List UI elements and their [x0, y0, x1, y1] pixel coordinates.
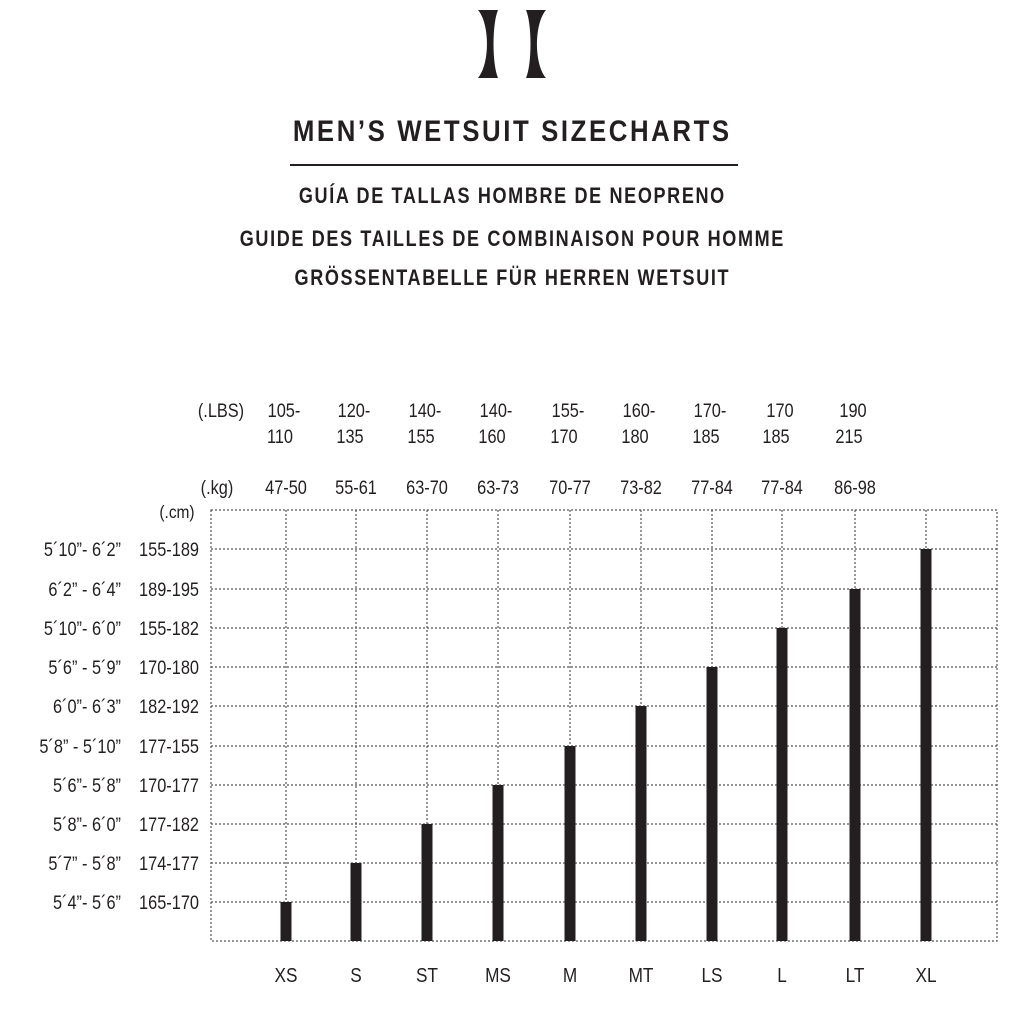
height-ft-label: 6´0”- 6´3”	[52, 695, 121, 718]
grid-frame	[211, 510, 997, 941]
x-tick-label: XL	[915, 963, 937, 987]
x-tick-label: LS	[701, 963, 723, 987]
height-ft-label: 6´2” - 6´4”	[48, 578, 121, 601]
bar-st	[422, 824, 433, 941]
lbs-value-label: 160-	[622, 399, 656, 422]
lbs-value-label: 110	[266, 425, 294, 448]
height-ft-label: 5´10”- 6´2”	[43, 538, 121, 561]
bar-mt	[636, 706, 647, 941]
kg-unit-label: (.kg)	[200, 476, 234, 499]
lbs-unit-label: (.LBS)	[197, 399, 245, 422]
height-ft-label: 5´10”- 6´0”	[43, 617, 121, 640]
lbs-value-label: 140-	[408, 399, 442, 422]
height-cm-label: 170-177	[139, 774, 199, 797]
lbs-value-label: 155-	[551, 399, 585, 422]
height-cm-label: 155-189	[139, 538, 199, 561]
subtitle-spanish: GUÍA DE TALLAS HOMBRE DE NEOPRENO	[298, 183, 726, 208]
bar-lt	[850, 589, 861, 941]
lbs-value-label: 105-	[267, 399, 301, 422]
x-tick-label: LT	[845, 963, 865, 987]
kg-value-label: 86-98	[834, 476, 876, 499]
bar-s	[351, 863, 362, 941]
chart-bars	[281, 549, 932, 941]
kg-value-label: 73-82	[620, 476, 662, 499]
height-ft-label: 5´7” - 5´8”	[48, 852, 121, 875]
x-tick-label: L	[777, 963, 787, 987]
lbs-value-label: 190	[839, 399, 867, 422]
x-tick-label: ST	[416, 963, 438, 987]
bar-l	[777, 628, 788, 941]
height-ft-label: 5´8” - 5´10”	[39, 735, 121, 758]
kg-value-label: 63-70	[406, 476, 448, 499]
cm-unit-label: (.cm)	[159, 501, 195, 523]
height-cm-label: 174-177	[139, 852, 199, 875]
bar-ms	[493, 785, 504, 941]
bar-xl	[921, 549, 932, 941]
bar-m	[565, 746, 576, 941]
height-ft-label: 5´4”- 5´6”	[52, 891, 121, 914]
lbs-value-label: 185	[762, 425, 790, 448]
kg-value-label: 70-77	[549, 476, 591, 499]
subtitle-german: GRÖSSENTABELLE FÜR HERREN WETSUIT	[294, 265, 731, 290]
height-cm-label: 155-182	[139, 617, 199, 640]
lbs-value-label: 160	[478, 425, 506, 448]
height-cm-label: 165-170	[139, 891, 199, 914]
height-cm-label: 177-182	[139, 813, 199, 836]
lbs-value-label: 170	[550, 425, 578, 448]
kg-value-label: 77-84	[761, 476, 803, 499]
height-cm-label: 177-155	[139, 735, 199, 758]
chart-labels	[39, 400, 936, 986]
lbs-value-label: 155	[407, 425, 435, 448]
chart-grid	[211, 510, 997, 941]
lbs-value-label: 185	[692, 425, 720, 448]
height-cm-label: 182-192	[139, 695, 199, 718]
height-ft-label: 5´8”- 6´0”	[52, 813, 121, 836]
x-tick-label: MS	[485, 963, 511, 987]
lbs-value-label: 140-	[479, 399, 513, 422]
lbs-value-label: 170-	[693, 399, 727, 422]
x-tick-label: M	[562, 963, 578, 987]
bar-ls	[707, 667, 718, 941]
height-cm-label: 189-195	[139, 578, 199, 601]
x-tick-label: S	[350, 963, 362, 987]
height-ft-label: 5´6”- 5´8”	[52, 774, 121, 797]
lbs-value-label: 180	[621, 425, 649, 448]
lbs-value-label: 215	[835, 425, 863, 448]
height-cm-label: 170-180	[139, 656, 199, 679]
page-title: MEN’S WETSUIT SIZECHARTS	[292, 115, 732, 148]
subtitle-french: GUIDE DES TAILLES DE COMBINAISON POUR HOMME	[239, 226, 785, 251]
kg-value-label: 55-61	[335, 476, 377, 499]
kg-value-label: 77-84	[691, 476, 733, 499]
height-ft-label: 5´6” - 5´9”	[48, 656, 121, 679]
x-tick-label: XS	[274, 963, 298, 987]
lbs-value-label: 135	[336, 425, 364, 448]
bar-xs	[281, 902, 292, 941]
kg-value-label: 63-73	[477, 476, 519, 499]
lbs-value-label: 170	[766, 399, 794, 422]
kg-value-label: 47-50	[265, 476, 307, 499]
lbs-value-label: 120-	[337, 399, 371, 422]
x-tick-label: MT	[628, 963, 654, 987]
